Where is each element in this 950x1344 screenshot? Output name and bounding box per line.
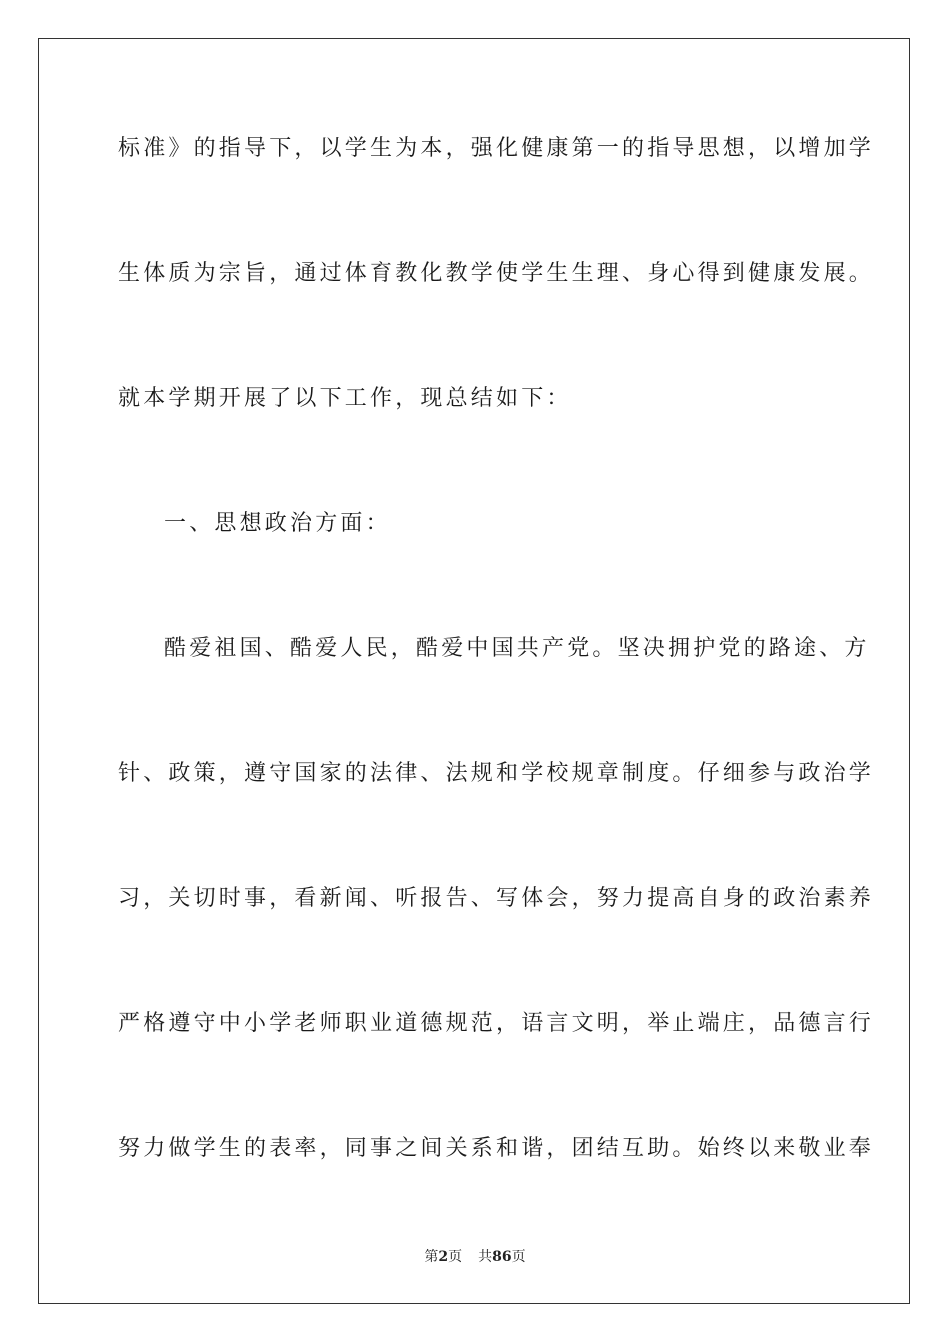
text-line: 严格遵守中小学老师职业道德规范，语言文明，举止端庄，品德言行 <box>118 1011 875 1036</box>
text-line: 习，关切时事，看新闻、听报告、写体会，努力提高自身的政治素养 <box>118 886 875 911</box>
section-heading: 一、思想政治方面： <box>164 511 391 536</box>
page-prefix: 第 <box>424 1249 439 1265</box>
text-line: 就本学期开展了以下工作，现总结如下： <box>118 386 572 411</box>
total-prefix: 共 <box>478 1249 493 1265</box>
page-number: 2 <box>438 1249 449 1265</box>
page-footer <box>0 1248 950 1266</box>
text-line: 努力做学生的表率，同事之间关系和谐，团结互助。始终以来敬业奉 <box>118 1136 875 1161</box>
page-border <box>38 38 910 1304</box>
text-line: 生体质为宗旨，通过体育教化教学使学生生理、身心得到健康发展。 <box>118 261 875 286</box>
text-line: 标准》的指导下，以学生为本，强化健康第一的指导思想，以增加学 <box>118 136 875 161</box>
paragraph-first-line: 酷爱祖国、酷爱人民，酷爱中国共产党。坚决拥护党的路途、方 <box>164 636 870 661</box>
page-total: 86 <box>492 1249 512 1265</box>
total-suffix: 页 <box>511 1249 526 1265</box>
page-suffix: 页 <box>448 1249 463 1265</box>
text-line: 针、政策，遵守国家的法律、法规和学校规章制度。仔细参与政治学 <box>118 761 875 786</box>
